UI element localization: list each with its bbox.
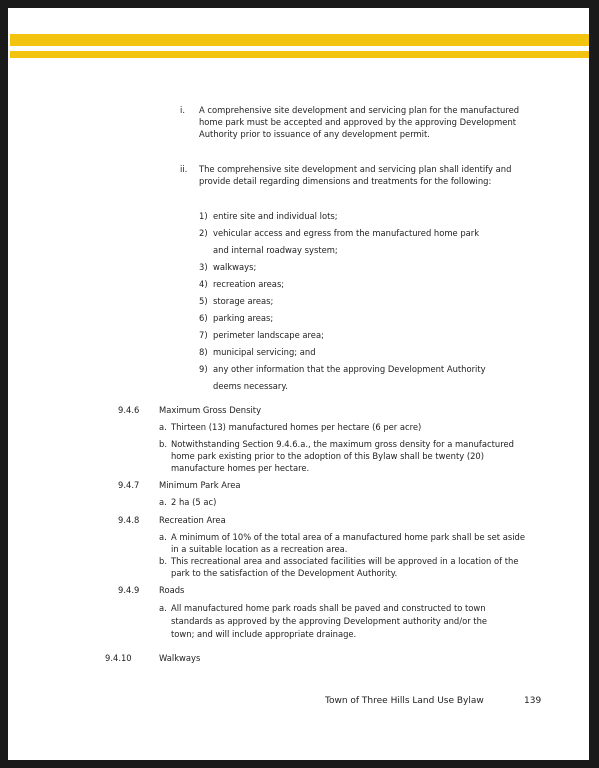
header-accent-bar xyxy=(10,34,589,46)
section-title: Walkways xyxy=(159,653,201,663)
section-number: 9.4.7 xyxy=(118,480,140,490)
list-number: 2) xyxy=(199,228,208,238)
section-number: 9.4.9 xyxy=(118,585,140,595)
list-number: 4) xyxy=(199,279,208,289)
footer-document-title: Town of Three Hills Land Use Bylaw xyxy=(325,696,484,706)
section-title: Recreation Area xyxy=(159,515,226,525)
list-item: recreation areas; xyxy=(213,279,285,289)
list-item-continuation: deems necessary. xyxy=(213,381,288,391)
section-number: 9.4.8 xyxy=(118,515,140,525)
item-text: Thirteen (13) manufactured homes per hectare (6 per acre) xyxy=(171,422,422,432)
list-item: parking areas; xyxy=(213,313,274,323)
roman-item-text: A comprehensive site development and servicing plan for the manufactured home park must be accepted and approved by the approving Development Authority prior to issuance of any development permit. xyxy=(199,105,520,139)
section-number: 9.4.6 xyxy=(118,405,140,415)
page-number: 139 xyxy=(524,696,542,706)
list-number: 6) xyxy=(199,313,208,323)
header-accent-bar-thin xyxy=(10,51,589,58)
list-item: vehicular access and egress from the manufactured home park xyxy=(213,228,480,238)
roman-number: ii. xyxy=(180,164,188,174)
list-item: walkways; xyxy=(213,262,257,272)
list-item: perimeter landscape area; xyxy=(213,330,324,340)
item-letter: a. xyxy=(159,497,167,507)
list-number: 3) xyxy=(199,262,208,272)
item-letter: b. xyxy=(159,439,167,449)
list-item-continuation: and internal roadway system; xyxy=(213,245,338,255)
item-text: All manufactured home park roads shall be paved and constructed to town standards as approved by the approving Development authority and/or the town; and will include appropriate drainage. xyxy=(171,603,488,639)
section-title: Roads xyxy=(159,585,185,595)
list-item: any other information that the approving Development Authority xyxy=(213,364,486,374)
list-number: 7) xyxy=(199,330,208,340)
list-item: storage areas; xyxy=(213,296,274,306)
item-letter: b. xyxy=(159,556,167,566)
list-item: entire site and individual lots; xyxy=(213,211,338,221)
list-number: 5) xyxy=(199,296,208,306)
item-letter: a. xyxy=(159,603,167,613)
section-title: Maximum Gross Density xyxy=(159,405,262,415)
item-text: This recreational area and associated facilities will be approved in a location of the park to the satisfaction of the Development Authority. xyxy=(171,556,519,578)
list-number: 1) xyxy=(199,211,208,221)
list-number: 9) xyxy=(199,364,208,374)
item-text: Notwithstanding Section 9.4.6.a., the maximum gross density for a manufactured home park existing prior to the adoption of this Bylaw shall be twenty (20) manufacture homes per hectare. xyxy=(171,439,514,473)
item-text: A minimum of 10% of the total area of a manufactured home park shall be set aside in a suitable location as a recreation area. xyxy=(171,532,526,554)
list-number: 8) xyxy=(199,347,208,357)
roman-number: i. xyxy=(180,105,185,115)
item-letter: a. xyxy=(159,532,167,542)
section-number: 9.4.10 xyxy=(105,653,132,663)
document-page xyxy=(8,8,589,760)
list-item: municipal servicing; and xyxy=(213,347,316,357)
section-title: Minimum Park Area xyxy=(159,480,241,490)
item-text: 2 ha (5 ac) xyxy=(171,497,217,507)
item-letter: a. xyxy=(159,422,167,432)
roman-item-text: The comprehensive site development and servicing plan shall identify and provide detail regarding dimensions and treatments for the following: xyxy=(199,164,512,186)
